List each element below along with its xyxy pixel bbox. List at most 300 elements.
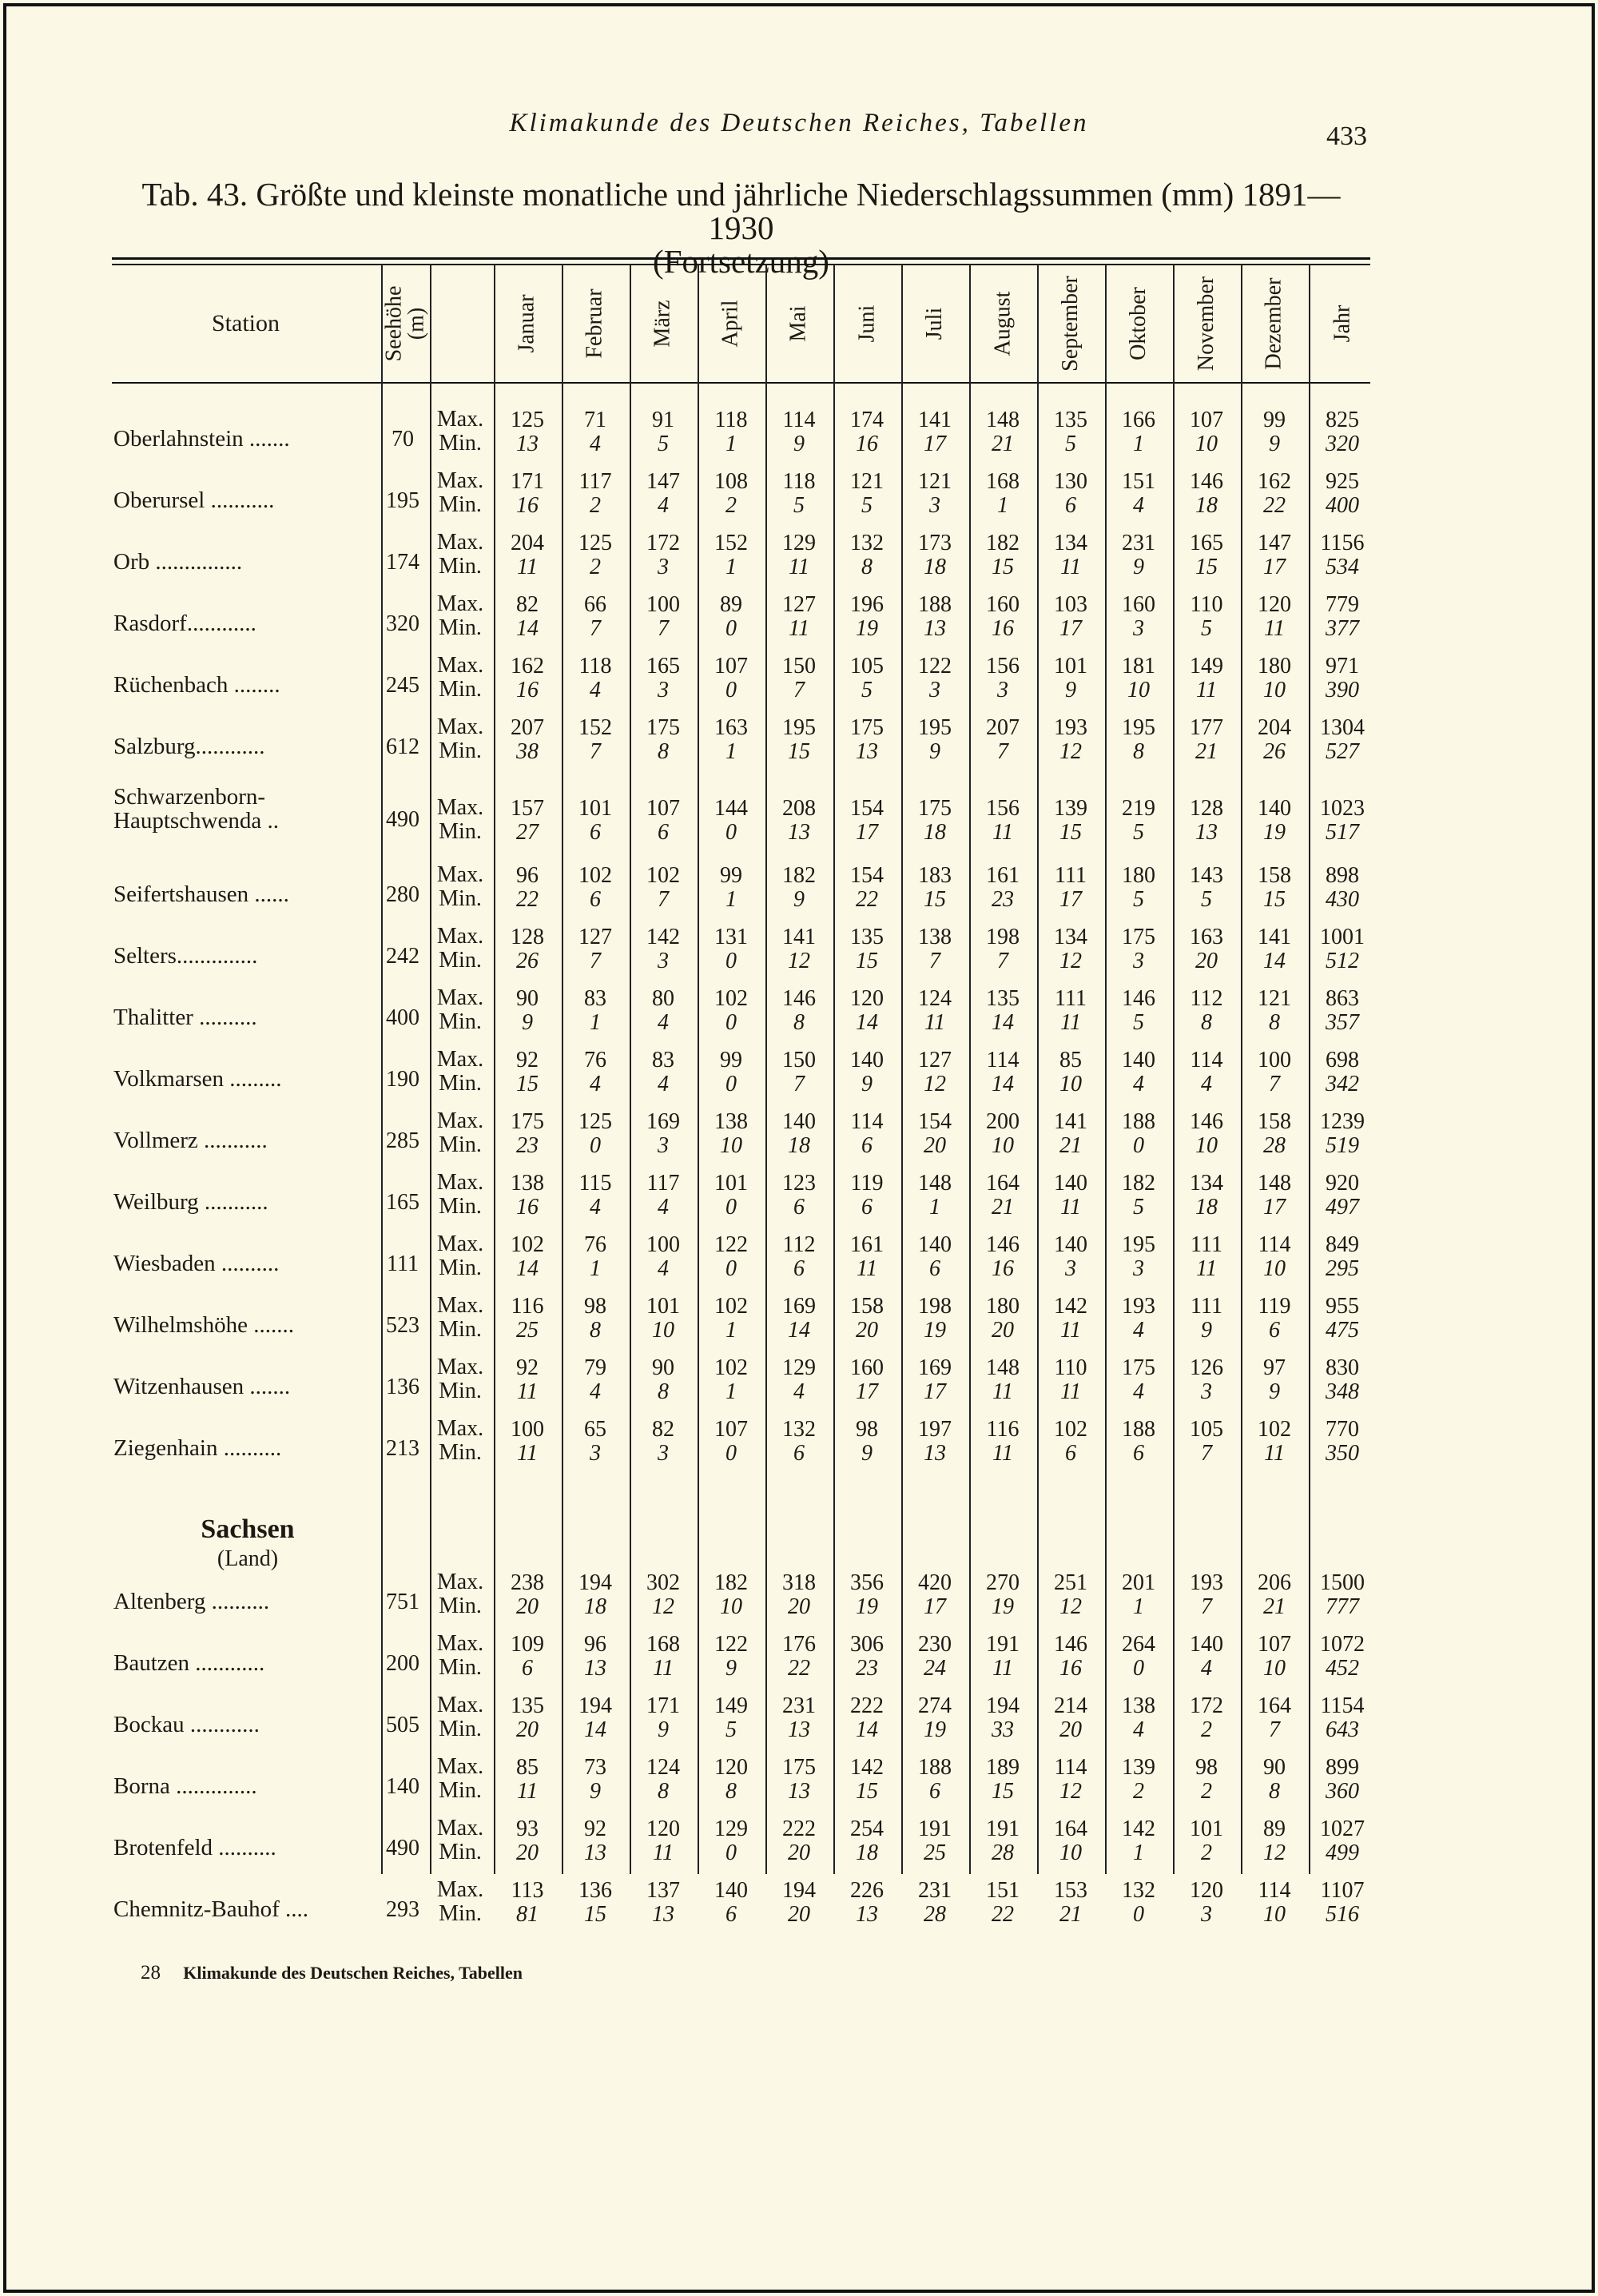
max-value: 144 xyxy=(714,796,748,821)
max-value: 194 xyxy=(782,1878,816,1903)
max-value: 134 xyxy=(1054,925,1087,949)
station-name: Salzburg............ xyxy=(113,734,265,759)
max-value: 195 xyxy=(1122,715,1155,740)
min-value: 777 xyxy=(1326,1594,1359,1619)
max-value: 128 xyxy=(1190,796,1223,821)
min-value: 295 xyxy=(1326,1256,1359,1281)
max-value: 101 xyxy=(1190,1817,1223,1841)
min-value: 20 xyxy=(924,1133,946,1158)
caption-title: Tab. 43. Größte und kleinste monatliche und jährliche Niederschlagssummen (mm) 1891—1930 xyxy=(141,176,1341,246)
footer-text: Klimakunde des Deutschen Reiches, Tabellen xyxy=(183,1963,523,1983)
min-value: 3 xyxy=(929,678,940,702)
min-value: 9 xyxy=(590,1779,601,1804)
min-value: 13 xyxy=(788,1717,810,1742)
min-value: 18 xyxy=(924,820,946,845)
min-value: 20 xyxy=(788,1902,810,1927)
min-value: 4 xyxy=(1201,1656,1212,1681)
min-value: 25 xyxy=(924,1840,946,1865)
min-value: 11 xyxy=(517,1779,538,1804)
max-value: 76 xyxy=(584,1048,606,1072)
min-value: 15 xyxy=(1059,820,1082,845)
min-value: 13 xyxy=(788,1779,810,1804)
min-value: 377 xyxy=(1326,616,1359,641)
station-elevation: 523 xyxy=(386,1313,419,1338)
max-value: 137 xyxy=(646,1878,680,1903)
min-value: 3 xyxy=(1133,1256,1144,1281)
max-value: 116 xyxy=(511,1294,544,1319)
min-value: 9 xyxy=(793,432,805,456)
min-value: 11 xyxy=(1196,678,1217,702)
min-value: 15 xyxy=(584,1902,606,1927)
max-value: 90 xyxy=(652,1355,674,1380)
min-value: 13 xyxy=(788,820,810,845)
min-value: 10 xyxy=(1127,678,1150,702)
section-heading: Sachsen (Land) xyxy=(201,1514,295,1571)
min-value: 16 xyxy=(1059,1656,1082,1681)
min-value: 16 xyxy=(992,616,1014,641)
max-value: 188 xyxy=(918,1755,952,1780)
min-value: 9 xyxy=(1201,1318,1212,1343)
max-value: 114 xyxy=(986,1048,1020,1072)
min-value: 22 xyxy=(856,887,878,912)
min-value: 390 xyxy=(1326,678,1359,702)
min-value: 12 xyxy=(1059,1779,1082,1804)
min-value: 6 xyxy=(658,820,669,845)
max-value: 138 xyxy=(714,1109,748,1134)
min-value: 15 xyxy=(856,949,878,973)
min-value: 643 xyxy=(1326,1717,1359,1742)
table-row xyxy=(0,1232,1598,1293)
min-value: 4 xyxy=(658,1195,669,1220)
min-value: 17 xyxy=(924,432,946,456)
station-elevation: 505 xyxy=(386,1713,419,1737)
max-value: 98 xyxy=(584,1294,606,1319)
max-value: 122 xyxy=(714,1632,748,1657)
min-value: 357 xyxy=(1326,1010,1359,1035)
max-value: 120 xyxy=(1258,592,1291,617)
min-value: 1 xyxy=(725,1318,737,1343)
max-value: 238 xyxy=(511,1570,544,1595)
max-value: 955 xyxy=(1326,1294,1359,1319)
station-elevation: 612 xyxy=(386,734,419,759)
station-elevation: 174 xyxy=(386,550,419,575)
min-value: 3 xyxy=(929,493,940,518)
min-value: 0 xyxy=(725,1441,737,1466)
max-value: 140 xyxy=(1122,1048,1155,1072)
station-name: Rüchenbach ........ xyxy=(113,672,280,698)
max-value: 101 xyxy=(1054,654,1087,678)
max-min-labels: Max. Min. xyxy=(436,1877,484,1926)
min-value: 13 xyxy=(856,739,878,764)
header-month: Jahr xyxy=(1330,304,1354,343)
max-value: 193 xyxy=(1054,715,1087,740)
min-value: 13 xyxy=(1195,820,1218,845)
min-value: 6 xyxy=(1133,1441,1144,1466)
min-value: 1 xyxy=(1133,1594,1144,1619)
max-value: 698 xyxy=(1326,1048,1359,1072)
max-value: 172 xyxy=(1190,1693,1223,1718)
max-value: 849 xyxy=(1326,1232,1359,1257)
max-value: 146 xyxy=(986,1232,1020,1257)
max-value: 132 xyxy=(782,1417,816,1442)
min-value: 7 xyxy=(1201,1441,1212,1466)
table-row xyxy=(0,1417,1598,1478)
max-min-labels: Max. Min. xyxy=(436,985,484,1034)
max-value: 139 xyxy=(1122,1755,1155,1780)
min-value: 0 xyxy=(1133,1133,1144,1158)
min-value: 7 xyxy=(997,739,1008,764)
max-value: 102 xyxy=(1054,1417,1087,1442)
min-value: 18 xyxy=(1195,1195,1218,1220)
min-value: 4 xyxy=(1133,1318,1144,1343)
max-value: 116 xyxy=(986,1417,1020,1442)
max-value: 180 xyxy=(986,1294,1020,1319)
min-value: 19 xyxy=(1263,820,1286,845)
max-value: 83 xyxy=(652,1048,674,1072)
min-value: 6 xyxy=(1065,1441,1076,1466)
min-value: 1 xyxy=(725,432,737,456)
max-value: 148 xyxy=(986,408,1020,432)
max-value: 140 xyxy=(782,1109,816,1134)
max-value: 92 xyxy=(516,1048,539,1072)
max-value: 89 xyxy=(720,592,742,617)
max-value: 176 xyxy=(782,1632,816,1657)
table-row xyxy=(0,1878,1598,1939)
min-value: 11 xyxy=(992,820,1013,845)
max-value: 140 xyxy=(850,1048,884,1072)
table-row xyxy=(0,1755,1598,1816)
max-value: 122 xyxy=(714,1232,748,1257)
max-value: 161 xyxy=(850,1232,884,1257)
max-value: 306 xyxy=(850,1632,884,1657)
max-min-labels: Max. Min. xyxy=(436,1754,484,1803)
header-month: Februar xyxy=(582,288,608,359)
min-value: 14 xyxy=(992,1010,1014,1035)
max-value: 899 xyxy=(1326,1755,1359,1780)
min-value: 0 xyxy=(590,1133,601,1158)
max-value: 93 xyxy=(516,1817,539,1841)
min-value: 25 xyxy=(516,1318,539,1343)
station-elevation: 200 xyxy=(386,1651,419,1676)
station-name: Witzenhausen ....... xyxy=(113,1374,291,1399)
min-value: 9 xyxy=(725,1656,737,1681)
min-value: 28 xyxy=(924,1902,946,1927)
min-value: 497 xyxy=(1326,1195,1359,1220)
header-month: Januar xyxy=(514,294,539,353)
max-min-labels: Max. Min. xyxy=(436,795,484,844)
max-value: 214 xyxy=(1054,1693,1087,1718)
min-value: 350 xyxy=(1326,1441,1359,1466)
max-value: 200 xyxy=(986,1109,1020,1134)
min-value: 11 xyxy=(789,616,809,641)
station-elevation: 320 xyxy=(386,611,419,636)
min-value: 7 xyxy=(1201,1594,1212,1619)
min-value: 3 xyxy=(1201,1902,1212,1927)
min-value: 0 xyxy=(725,1256,737,1281)
table-row xyxy=(0,408,1598,468)
min-value: 475 xyxy=(1326,1318,1359,1343)
max-value: 971 xyxy=(1326,654,1359,678)
max-value: 107 xyxy=(714,1417,748,1442)
min-value: 20 xyxy=(516,1717,539,1742)
min-value: 13 xyxy=(652,1902,674,1927)
max-value: 100 xyxy=(646,592,680,617)
max-value: 162 xyxy=(1258,469,1291,494)
max-value: 169 xyxy=(782,1294,816,1319)
header-month: April xyxy=(718,300,743,348)
max-value: 140 xyxy=(1258,796,1291,821)
max-value: 110 xyxy=(1054,1355,1087,1380)
min-value: 517 xyxy=(1326,820,1359,845)
max-value: 164 xyxy=(1054,1817,1087,1841)
max-value: 420 xyxy=(918,1570,952,1595)
min-value: 6 xyxy=(929,1779,940,1804)
max-value: 779 xyxy=(1326,592,1359,617)
min-value: 8 xyxy=(1269,1779,1280,1804)
min-value: 18 xyxy=(1195,493,1218,518)
max-value: 153 xyxy=(1054,1878,1087,1903)
max-value: 175 xyxy=(850,715,884,740)
max-value: 129 xyxy=(714,1817,748,1841)
max-value: 101 xyxy=(578,796,612,821)
min-value: 6 xyxy=(861,1195,873,1220)
min-value: 1 xyxy=(1133,432,1144,456)
min-value: 21 xyxy=(1059,1902,1082,1927)
min-value: 11 xyxy=(517,555,538,579)
station-elevation: 490 xyxy=(386,1836,419,1860)
max-value: 113 xyxy=(511,1878,544,1903)
station-elevation: 195 xyxy=(386,488,419,513)
min-value: 8 xyxy=(1201,1010,1212,1035)
min-value: 22 xyxy=(992,1902,1014,1927)
max-value: 118 xyxy=(782,469,816,494)
max-value: 226 xyxy=(850,1878,884,1903)
max-value: 175 xyxy=(918,796,952,821)
max-value: 201 xyxy=(1122,1570,1155,1595)
min-value: 4 xyxy=(590,1379,601,1404)
min-value: 3 xyxy=(658,555,669,579)
min-value: 26 xyxy=(516,949,539,973)
min-value: 15 xyxy=(992,555,1014,579)
max-value: 121 xyxy=(850,469,884,494)
max-value: 138 xyxy=(918,925,952,949)
min-value: 17 xyxy=(924,1379,946,1404)
min-value: 5 xyxy=(658,432,669,456)
max-value: 100 xyxy=(511,1417,544,1442)
min-value: 2 xyxy=(1201,1779,1212,1804)
station-elevation: 400 xyxy=(386,1005,419,1030)
max-value: 207 xyxy=(511,715,544,740)
max-value: 65 xyxy=(584,1417,606,1442)
station-elevation: 293 xyxy=(386,1897,419,1922)
max-value: 219 xyxy=(1122,796,1155,821)
min-value: 12 xyxy=(1059,1594,1082,1619)
min-value: 0 xyxy=(1133,1902,1144,1927)
header-month: Dezember xyxy=(1262,277,1287,370)
max-value: 231 xyxy=(1122,531,1155,555)
station-name: Vollmerz ........... xyxy=(113,1128,268,1153)
min-value: 3 xyxy=(997,678,1008,702)
min-value: 3 xyxy=(658,678,669,702)
max-min-labels: Max. Min. xyxy=(436,1816,484,1864)
max-min-labels: Max. Min. xyxy=(436,1232,484,1280)
min-value: 9 xyxy=(929,739,940,764)
min-value: 22 xyxy=(788,1656,810,1681)
min-value: 348 xyxy=(1326,1379,1359,1404)
min-value: 21 xyxy=(992,1195,1014,1220)
max-value: 114 xyxy=(1054,1755,1087,1780)
station-name: Brotenfeld .......... xyxy=(113,1835,276,1860)
max-value: 111 xyxy=(1055,863,1087,888)
min-value: 10 xyxy=(1059,1840,1082,1865)
max-value: 105 xyxy=(850,654,884,678)
max-min-labels: Max. Min. xyxy=(436,1416,484,1465)
station-elevation: 70 xyxy=(392,427,414,452)
min-value: 527 xyxy=(1326,739,1359,764)
max-value: 117 xyxy=(578,469,612,494)
table-row xyxy=(0,1355,1598,1416)
max-value: 1239 xyxy=(1320,1109,1365,1134)
min-value: 5 xyxy=(1065,432,1076,456)
max-value: 129 xyxy=(782,1355,816,1380)
min-value: 3 xyxy=(1065,1256,1076,1281)
min-value: 13 xyxy=(584,1656,606,1681)
min-value: 11 xyxy=(1196,1256,1217,1281)
station-name: Thalitter .......... xyxy=(113,1005,257,1030)
max-value: 85 xyxy=(516,1755,539,1780)
max-min-labels: Max. Min. xyxy=(436,1170,484,1219)
station-elevation: 751 xyxy=(386,1590,419,1614)
min-value: 4 xyxy=(793,1379,805,1404)
station-name: Selters.............. xyxy=(113,943,258,969)
max-value: 318 xyxy=(782,1570,816,1595)
min-value: 22 xyxy=(1263,493,1286,518)
min-value: 7 xyxy=(1269,1072,1280,1096)
max-value: 92 xyxy=(516,1355,539,1380)
max-value: 231 xyxy=(782,1693,816,1718)
min-value: 0 xyxy=(725,949,737,973)
max-value: 189 xyxy=(986,1755,1020,1780)
min-value: 499 xyxy=(1326,1840,1359,1865)
station-elevation: 280 xyxy=(386,882,419,907)
min-value: 16 xyxy=(516,678,539,702)
min-value: 4 xyxy=(658,1010,669,1035)
max-value: 131 xyxy=(714,925,748,949)
min-value: 26 xyxy=(1263,739,1286,764)
min-value: 342 xyxy=(1326,1072,1359,1096)
max-value: 195 xyxy=(918,715,952,740)
min-value: 11 xyxy=(992,1441,1013,1466)
max-value: 152 xyxy=(714,531,748,555)
max-value: 149 xyxy=(1190,654,1223,678)
min-value: 18 xyxy=(584,1594,606,1619)
station-elevation: 111 xyxy=(387,1251,419,1276)
min-value: 14 xyxy=(516,616,539,641)
min-value: 12 xyxy=(1059,949,1082,973)
max-value: 146 xyxy=(1122,986,1155,1011)
min-value: 0 xyxy=(725,1840,737,1865)
max-value: 156 xyxy=(986,796,1020,821)
min-value: 17 xyxy=(856,820,878,845)
min-value: 10 xyxy=(720,1594,742,1619)
min-value: 17 xyxy=(1059,616,1082,641)
min-value: 4 xyxy=(658,1072,669,1096)
min-value: 11 xyxy=(1264,1441,1285,1466)
min-value: 13 xyxy=(924,1441,946,1466)
min-value: 15 xyxy=(1263,887,1286,912)
min-value: 20 xyxy=(516,1840,539,1865)
min-value: 5 xyxy=(1201,887,1212,912)
max-value: 1072 xyxy=(1320,1632,1365,1657)
min-value: 6 xyxy=(793,1441,805,1466)
min-value: 8 xyxy=(1133,739,1144,764)
max-value: 66 xyxy=(584,592,606,617)
max-value: 193 xyxy=(1122,1294,1155,1319)
min-value: 10 xyxy=(1263,1656,1286,1681)
station-elevation: 490 xyxy=(386,807,419,832)
min-value: 27 xyxy=(516,820,539,845)
station-name: Volkmarsen ......... xyxy=(113,1066,282,1092)
max-value: 770 xyxy=(1326,1417,1359,1442)
max-value: 122 xyxy=(918,654,952,678)
max-value: 136 xyxy=(578,1878,612,1903)
min-value: 16 xyxy=(516,493,539,518)
table-row xyxy=(0,531,1598,591)
min-value: 9 xyxy=(861,1072,873,1096)
min-value: 14 xyxy=(788,1318,810,1343)
max-value: 194 xyxy=(578,1693,612,1718)
max-value: 898 xyxy=(1326,863,1359,888)
min-value: 14 xyxy=(992,1072,1014,1096)
max-value: 175 xyxy=(646,715,680,740)
min-value: 17 xyxy=(1263,1195,1286,1220)
min-value: 1 xyxy=(590,1010,601,1035)
min-value: 0 xyxy=(725,1010,737,1035)
min-value: 13 xyxy=(856,1902,878,1927)
max-value: 188 xyxy=(1122,1417,1155,1442)
min-value: 0 xyxy=(725,678,737,702)
max-value: 96 xyxy=(584,1632,606,1657)
max-value: 112 xyxy=(1190,986,1223,1011)
max-value: 138 xyxy=(511,1171,544,1196)
max-value: 98 xyxy=(856,1417,878,1442)
station-elevation: 242 xyxy=(386,944,419,969)
max-value: 162 xyxy=(511,654,544,678)
max-min-labels: Max. Min. xyxy=(436,591,484,640)
min-value: 20 xyxy=(992,1318,1014,1343)
station-elevation: 285 xyxy=(386,1128,419,1153)
max-value: 111 xyxy=(1191,1232,1222,1257)
min-value: 20 xyxy=(788,1594,810,1619)
max-value: 158 xyxy=(1258,863,1291,888)
max-value: 114 xyxy=(850,1109,884,1134)
min-value: 7 xyxy=(658,616,669,641)
max-value: 82 xyxy=(516,592,539,617)
station-elevation: 245 xyxy=(386,673,419,698)
max-value: 148 xyxy=(1258,1171,1291,1196)
min-value: 10 xyxy=(1263,678,1286,702)
max-value: 177 xyxy=(1190,715,1223,740)
min-value: 1 xyxy=(725,555,737,579)
min-value: 5 xyxy=(1133,820,1144,845)
min-value: 0 xyxy=(725,1195,737,1220)
max-value: 115 xyxy=(578,1171,612,1196)
max-value: 154 xyxy=(850,863,884,888)
max-value: 125 xyxy=(578,531,612,555)
min-value: 11 xyxy=(992,1656,1013,1681)
max-value: 118 xyxy=(578,654,612,678)
max-value: 191 xyxy=(986,1632,1020,1657)
